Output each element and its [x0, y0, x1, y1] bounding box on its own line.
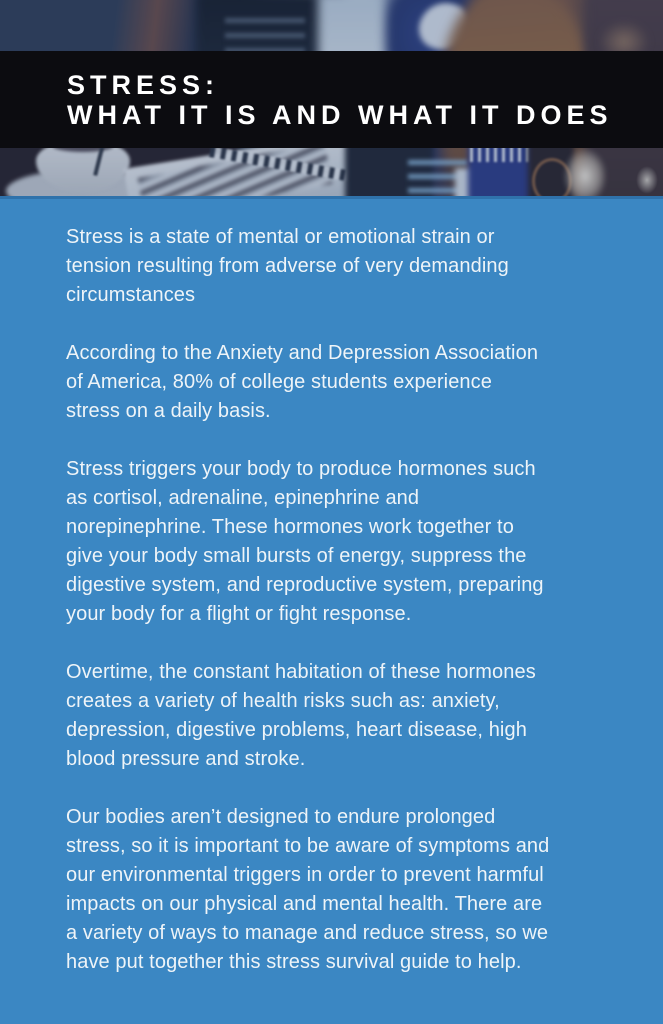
- paragraph-line: Stress triggers your body to produce hormones such: [66, 458, 536, 480]
- paragraph: [66, 339, 663, 426]
- paragraph-line: of America, 80% of college students experience: [66, 371, 492, 393]
- paragraph-line: give your body small bursts of energy, suppress the: [66, 545, 527, 567]
- paragraph-line: creates a variety of health risks such as: anxiety,: [66, 690, 500, 712]
- paragraph-line: our environmental triggers in order to prevent harmful: [66, 864, 544, 886]
- paragraph-line: impacts on our physical and mental health. There are: [66, 893, 543, 915]
- paragraph-line: have put together this stress survival guide to help.: [66, 951, 522, 973]
- paragraph-line: a variety of ways to manage and reduce stress, so we: [66, 922, 549, 944]
- body-paragraphs: [0, 199, 663, 1024]
- paragraph-line: depression, digestive problems, heart disease, high: [66, 719, 527, 741]
- paragraph: [66, 658, 663, 774]
- paragraph-line: your body for a flight or fight response.: [66, 603, 412, 625]
- hero-photo: [0, 0, 663, 196]
- paragraph-line: as cortisol, adrenaline, epinephrine and: [66, 487, 420, 509]
- paragraph: [66, 223, 663, 310]
- paragraph-line: tension resulting from adverse of very demanding: [66, 255, 509, 277]
- poster-title-line1: STRESS:: [67, 69, 220, 100]
- paragraph-line: According to the Anxiety and Depression Association: [66, 342, 539, 364]
- paragraph-line: Stress is a state of mental or emotional strain or: [66, 226, 495, 248]
- paragraph-line: stress, so it is important to be aware of symptoms and: [66, 835, 550, 857]
- paragraph-line: circumstances: [66, 284, 196, 306]
- paragraph-line: stress on a daily basis.: [66, 400, 271, 422]
- paragraph-line: Our bodies aren’t designed to endure prolonged: [66, 806, 496, 828]
- paragraph-line: blood pressure and stroke.: [66, 748, 306, 770]
- paragraph: [66, 803, 663, 977]
- paragraph-line: Overtime, the constant habitation of these hormones: [66, 661, 536, 683]
- paragraph-line: norepinephrine. These hormones work together to: [66, 516, 514, 538]
- paragraph-line: digestive system, and reproductive system, preparing: [66, 574, 544, 596]
- poster-title-line2: WHAT IT IS AND WHAT IT DOES: [67, 99, 613, 130]
- paragraph: [66, 455, 663, 629]
- title-banner: [0, 51, 663, 148]
